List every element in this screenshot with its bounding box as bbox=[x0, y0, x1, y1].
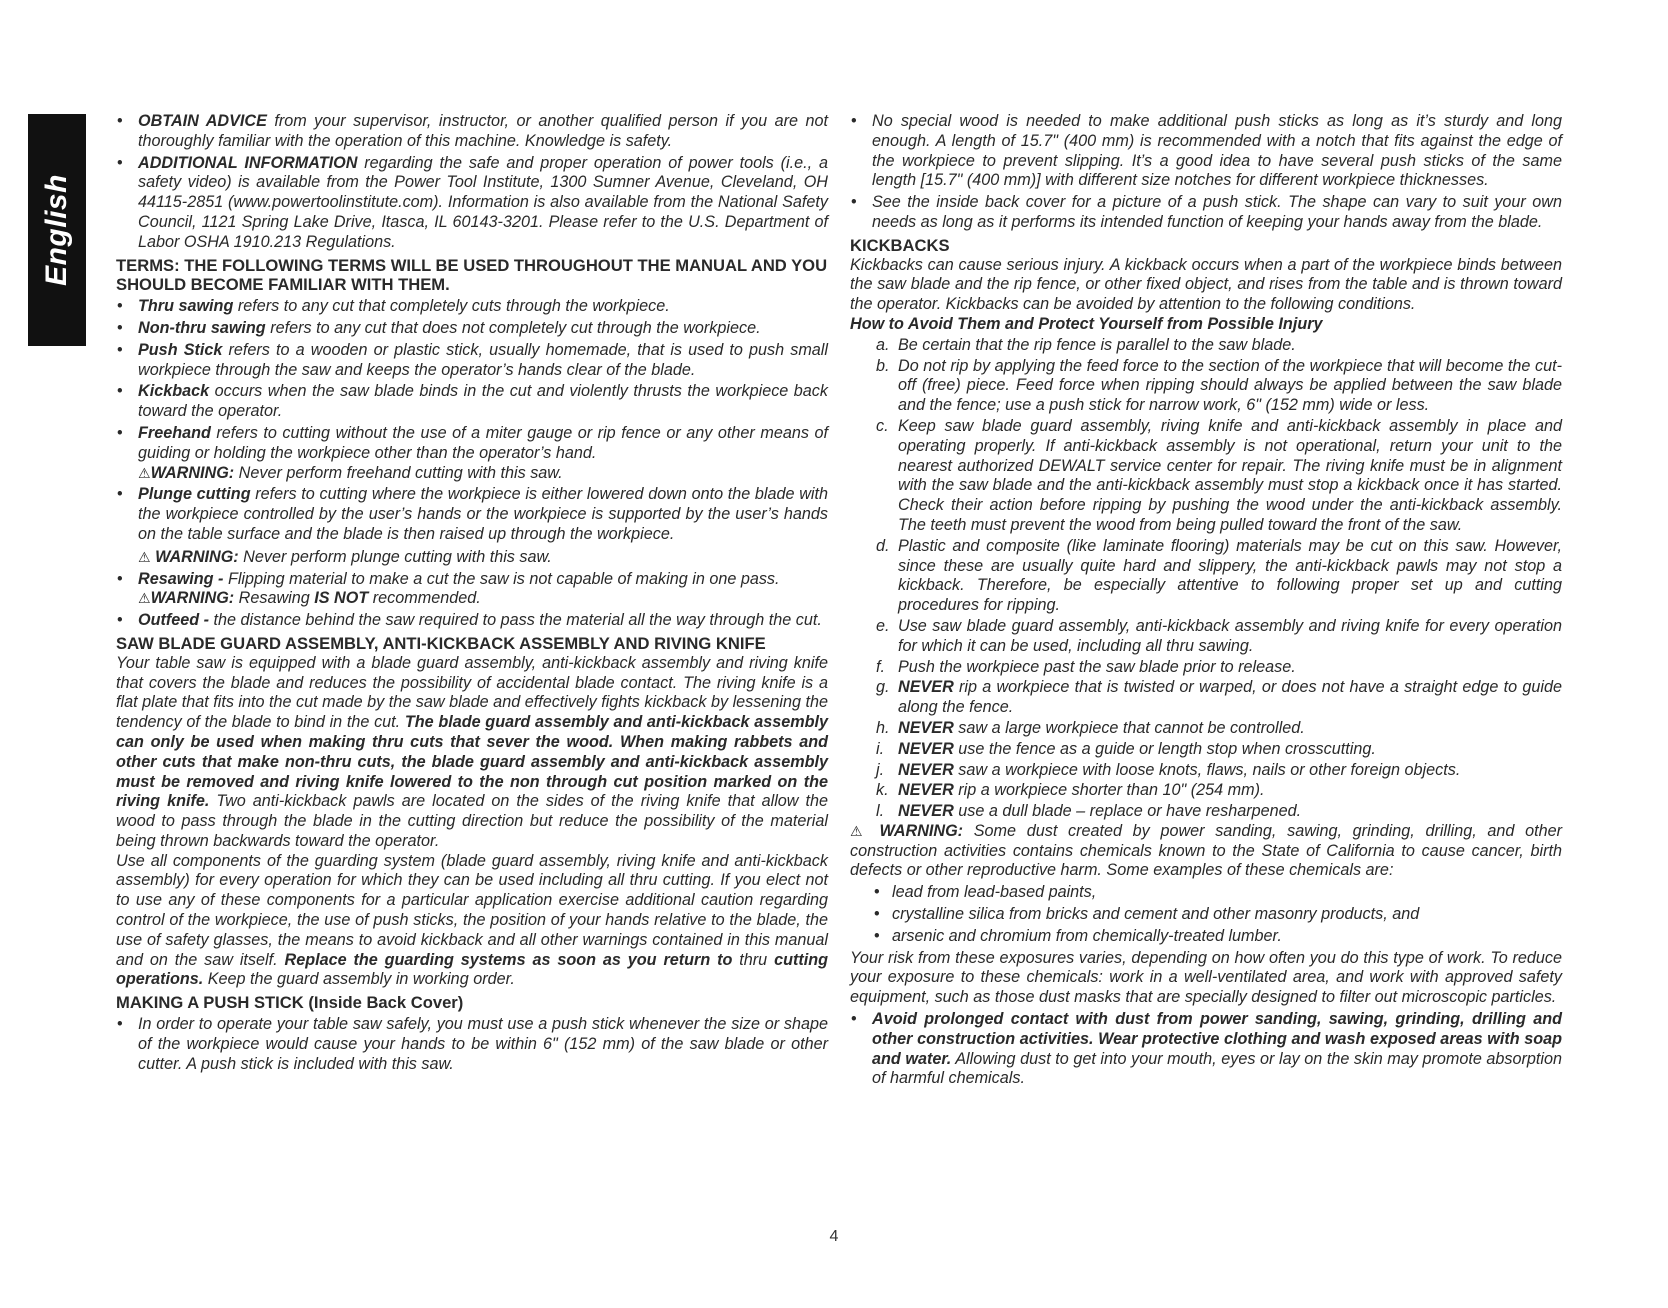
list-item: g. NEVER rip a workpiece that is twisted or warped, or does not have a straight edge to guide along the fence. bbox=[876, 678, 1562, 717]
list-item: d. Plastic and composite (like laminate flooring) materials may be cut on this saw. However, since these are usually quite hard and slippery, the anti-kickback pawls may not stop a kickback. Therefore, be especially attentive to following proper set up and cutting procedures for ripping. bbox=[876, 536, 1562, 615]
page-number: 4 bbox=[829, 1228, 839, 1245]
list-item: • lead from lead-based paints, bbox=[850, 883, 1562, 903]
list-item: • In order to operate your table saw safely, you must use a push stick whenever the size or shape of the workpiece would cause your hands to be within 6" (152 mm) of the saw blade or other cutter. A push stick is included with this saw. bbox=[116, 1015, 828, 1074]
warning-icon: ⚠ bbox=[850, 822, 869, 839]
list-item: • Thru sawing refers to any cut that completely cuts through the workpiece. bbox=[116, 297, 828, 317]
left-column bbox=[116, 110, 828, 1074]
advice-list bbox=[116, 112, 828, 253]
list-item: i. NEVER use the fence as a guide or length stop when crosscutting. bbox=[876, 739, 1376, 758]
warning-icon: ⚠ bbox=[138, 464, 151, 481]
warning-icon: ⚠ bbox=[138, 548, 151, 565]
list-item: h. NEVER saw a large workpiece that cannot be controlled. bbox=[876, 718, 1305, 737]
kickback-conditions-list bbox=[850, 336, 1562, 822]
list-item: c. Keep saw blade guard assembly, riving knife and anti-kickback assembly in place and operating properly. If anti-kickback assembly is not operational, return your unit to the nearest authorized DEWALT service center for repair. The riving knife must be in alignment with the saw blade and the anti-kickback assembly must stop a kickback once it has started. Check their action before ripping by pushing the wood under the anti-kickback assembly. The teeth must prevent the wood from being pulled toward the front of the saw. bbox=[876, 416, 1562, 534]
terms-heading: TERMS: THE FOLLOWING TERMS WILL BE USED THROUGHOUT THE MANUAL AND YOU SHOULD BECOME FAMILIAR WITH THEM. bbox=[116, 255, 828, 295]
list-item: • ADDITIONAL INFORMATION regarding the safe and proper operation of power tools (i.e., a safety video) is available from the Power Tool Institute, 1300 Sumner Avenue, Cleveland, OH 44115-2851 (www.powertoolinstitute.com). Information is also available from the National Safety Council, 1121 Spring Lake Drive, Itasca, IL 60143-3201. Please refer to the U.S. Department of Labor OSHA 1910.213 Regulations. bbox=[116, 154, 828, 253]
list-item: j. NEVER saw a workpiece with loose knots, flaws, nails or other foreign objects. bbox=[876, 760, 1461, 779]
list-item: • No special wood is needed to make additional push sticks as long as it’s sturdy and long enough. A length of 15.7" (400 mm) is recommended with a notch that fits against the edge of the workpiece to prevent slipping. It’s a good idea to have several push sticks of the same length [15.7" (400 mm)] with different size notches for different workpiece thicknesses. bbox=[850, 112, 1562, 191]
list-item: • Outfeed - the distance behind the saw required to pass the material all the way through the cut. bbox=[116, 611, 828, 631]
freehand-warning: ⚠WARNING: Never perform freehand cutting with this saw. bbox=[138, 463, 563, 482]
risk-paragraph: Your risk from these exposures varies, depending on how often you do this type of work. To reduce your exposure to these chemicals: work in a well-ventilated area, and work with approved safety equipment, such as those dust masks that are specially designed to filter out microscopic particles. bbox=[850, 948, 1562, 1007]
push-stick-list bbox=[116, 1015, 828, 1074]
list-item: • Resawing - Flipping material to make a cut the saw is not capable of making in one pass. ⚠WARNING: Resawing IS NOT recommended. bbox=[116, 570, 828, 610]
kickbacks-heading: KICKBACKS bbox=[850, 235, 950, 255]
avoid-list bbox=[850, 1010, 1562, 1089]
list-item: • Non-thru sawing refers to any cut that does not completely cut through the workpiece. bbox=[116, 319, 828, 339]
terms-list bbox=[116, 297, 828, 631]
plunge-warning: ⚠ WARNING: Never perform plunge cutting with this saw. bbox=[138, 547, 552, 566]
resawing-warning: ⚠WARNING: Resawing IS NOT recommended. bbox=[138, 589, 481, 608]
list-item: • crystalline silica from bricks and cement and other masonry products, and bbox=[850, 905, 1562, 925]
list-item: • Plunge cutting refers to cutting where the workpiece is either lowered down onto the blade with the workpiece controlled by the user’s hands or the workpiece is supported by the user’s hands on the table surface and the blade is then raised up through the workpiece. ⚠ WARNING: Never perform plunge cutting with this saw. bbox=[116, 485, 828, 567]
guard-paragraph-1: Your table saw is equipped with a blade guard assembly, anti-kickback assembly and riving knife that covers the blade and reduces the possibility of accidental blade contact. The riving knife is a flat plate that fits into the cut made by the saw blade and effectively fights kickback by lessening the tendency of the blade to bind in the cut. The blade guard assembly and anti-kickback assembly can only be used when making thru cuts that sever the wood. When making rabbets and other cuts that make non-thru cuts, the blade guard assembly and anti-kickback assembly must be removed and riving knife lowered to the non through cut position marked on the riving knife. Two anti-kickback pawls are located on the sides of the riving knife that allow the wood to pass through the blade in the cutting direction but reduce the possibility of the material being thrown backwards toward the operator. bbox=[116, 653, 828, 850]
guard-heading: SAW BLADE GUARD ASSEMBLY, ANTI-KICKBACK ASSEMBLY AND RIVING KNIFE bbox=[116, 633, 766, 653]
kickbacks-subheading: How to Avoid Them and Protect Yourself from Possible Injury bbox=[850, 314, 1323, 333]
push-stick-heading: MAKING A PUSH STICK (Inside Back Cover) bbox=[116, 993, 464, 1013]
list-item: • arsenic and chromium from chemically-treated lumber. bbox=[850, 927, 1562, 947]
right-column bbox=[850, 110, 1562, 1089]
guard-paragraph-2: Use all components of the guarding system (blade guard assembly, riving knife and anti-kickback assembly) for every operation for which they can be used including all thru cutting. If you elect not to use any of these components for a particular application exercise additional caution regarding control of the workpiece, the use of push sticks, the position of your hands relative to the blade, the use of safety glasses, the means to avoid kickback and all other warnings contained in this manual and on the saw itself. Replace the guarding systems as soon as you return to thru cutting operations. Keep the guard assembly in working order. bbox=[116, 851, 829, 989]
warning-icon: ⚠ bbox=[138, 590, 151, 607]
chemicals-list bbox=[850, 883, 1562, 946]
list-item: a. Be certain that the rip fence is parallel to the saw blade. bbox=[876, 335, 1296, 354]
list-item: • Kickback occurs when the saw blade binds in the cut and violently thrusts the workpiece back toward the operator. bbox=[116, 382, 828, 422]
list-item: • Push Stick refers to a wooden or plastic stick, usually homemade, that is used to push small workpiece through the saw and keeps the operator’s hands clear of the blade. bbox=[116, 341, 828, 381]
list-item: • OBTAIN ADVICE from your supervisor, instructor, or another qualified person if you are not thoroughly familiar with the operation of this machine. Knowledge is safety. bbox=[116, 112, 828, 152]
list-item: e. Use saw blade guard assembly, anti-kickback assembly and riving knife for every operation for which it can be used, including all thru sawing. bbox=[876, 616, 1562, 655]
list-item: • See the inside back cover for a picture of a push stick. The shape can vary to suit your own needs as long as it performs its intended function of keeping your hands away from the blade. bbox=[850, 193, 1562, 233]
push-stick-list-continued bbox=[850, 112, 1562, 233]
list-item: k. NEVER rip a workpiece shorter than 10" (254 mm). bbox=[876, 781, 1265, 800]
list-item: • Freehand refers to cutting without the use of a miter gauge or rip fence or any other means of guiding or holding the workpiece other than the operator’s hand. ⚠WARNING: Never perform freehand cutting with this saw. bbox=[116, 424, 828, 483]
language-tab bbox=[28, 114, 86, 346]
list-item: l. NEVER use a dull blade – replace or have resharpened. bbox=[876, 802, 1302, 821]
list-item: f. Push the workpiece past the saw blade prior to release. bbox=[876, 657, 1296, 676]
language-tab-label: English bbox=[40, 174, 73, 286]
list-item: b. Do not rip by applying the feed force to the section of the workpiece that will become the cut-off (free) piece. Feed force when ripping should always be applied between the saw blade and the fence; use a push stick for narrow work, 6" (152 mm) wide or less. bbox=[876, 356, 1562, 415]
list-item: • Avoid prolonged contact with dust from power sanding, sawing, grinding, drilling and other construction activities. Wear protective clothing and wash exposed areas with soap and water. Allowing dust to get into your mouth, eyes or lay on the skin may promote absorption of harmful chemicals. bbox=[850, 1010, 1562, 1089]
kickbacks-paragraph: Kickbacks can cause serious injury. A kickback occurs when a part of the workpiece binds between the saw blade and the rip fence, or other fixed object, and rises from the table and is thrown toward the operator. Kickbacks can be avoided by attention to the following conditions. bbox=[850, 255, 1562, 314]
dust-warning: ⚠ WARNING: Some dust created by power sanding, sawing, grinding, drilling, and other construction activities contains chemicals known to the State of California to cause cancer, birth defects or other reproductive harm. Some examples of these chemicals are: bbox=[850, 821, 1562, 880]
